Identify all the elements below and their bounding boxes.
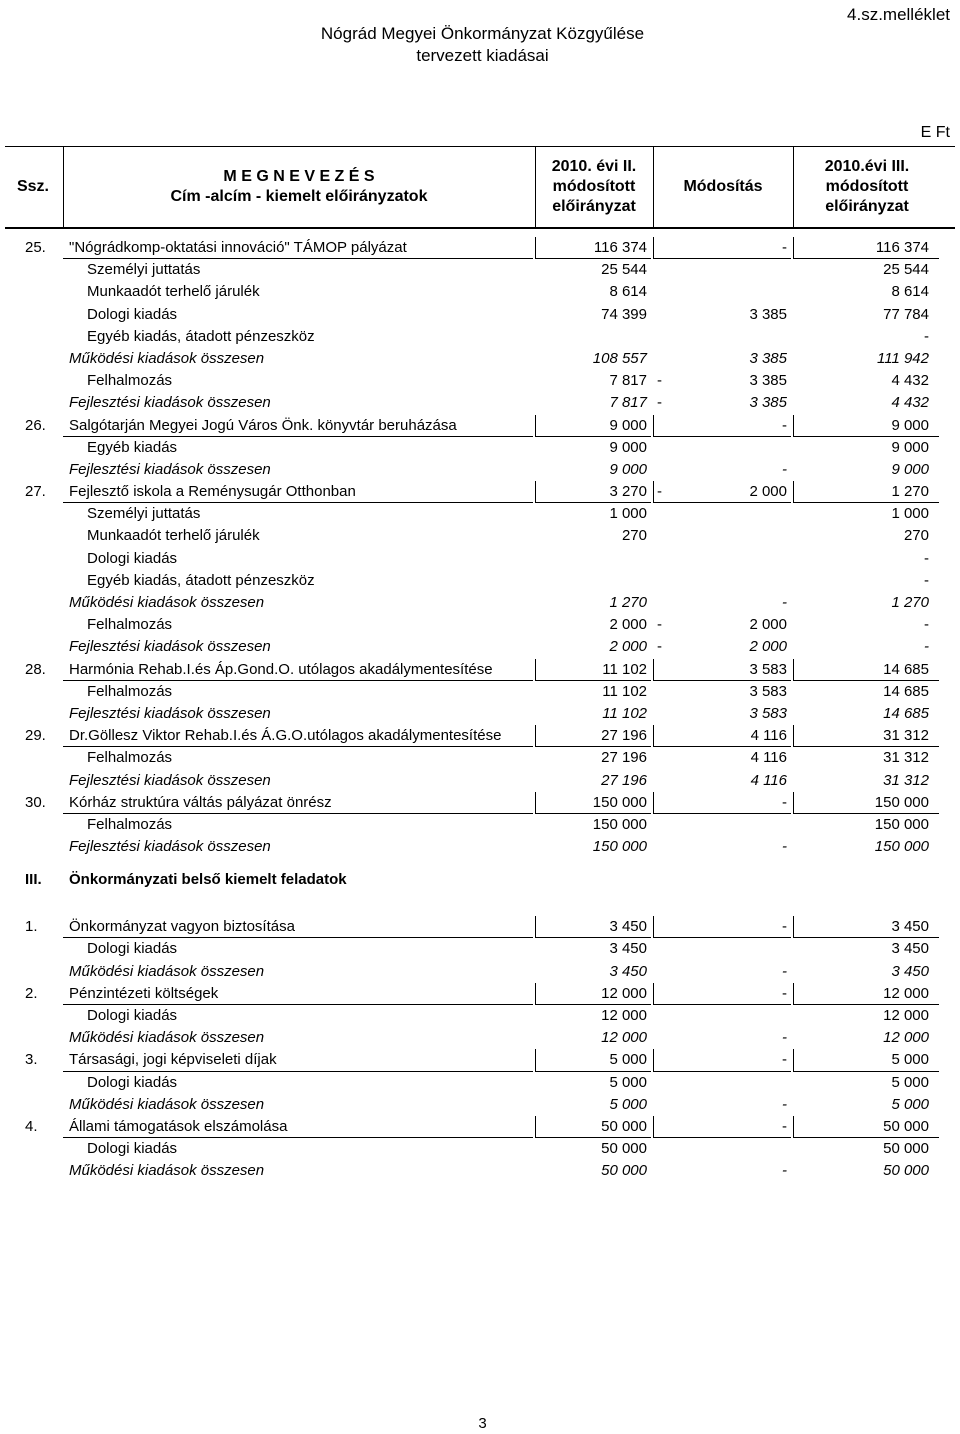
row-v1: 9 000 <box>609 438 647 456</box>
row-v1: 50 000 <box>601 1162 647 1180</box>
row-v3: - <box>924 638 929 656</box>
subitem-row <box>5 437 955 459</box>
subitem-row <box>5 938 955 960</box>
row-v1: 270 <box>621 527 647 545</box>
row-ssz <box>5 614 61 636</box>
subitem-row <box>5 525 955 547</box>
row-v1: 27 196 <box>601 749 647 767</box>
row-v3: 5 000 <box>891 1095 929 1113</box>
subitem-row <box>5 548 955 570</box>
row-v2: - <box>782 1095 787 1113</box>
row-v1: 27 196 <box>601 771 647 789</box>
row-ssz: 29. <box>25 727 46 745</box>
row-v2 <box>653 938 791 960</box>
row-ssz <box>5 1005 61 1027</box>
row-v2 <box>653 503 791 525</box>
subitem-row <box>5 304 955 326</box>
row-name: Dologi kiadás <box>87 1007 178 1024</box>
row-v3: 3 450 <box>891 962 929 980</box>
subitem-row <box>5 1138 955 1160</box>
row-ssz: 25. <box>25 239 46 256</box>
document-subtitle: tervezett kiadásai <box>416 46 549 65</box>
row-v2: - <box>653 237 791 259</box>
row-v3: 14 685 <box>883 704 929 722</box>
row-v1: 50 000 <box>535 1116 651 1138</box>
row-name: Dologi kiadás <box>87 940 178 958</box>
table-row <box>5 415 955 437</box>
row-name: Fejlesztési kiadások összesen <box>69 771 271 789</box>
row-v1: 5 000 <box>535 1049 651 1071</box>
row-name: Munkaadót terhelő járulék <box>87 283 260 301</box>
annex-label: 4.sz.melléklet <box>847 5 950 24</box>
row-ssz <box>5 548 61 570</box>
row-v1: 27 196 <box>535 725 651 747</box>
row-v3: 3 450 <box>891 940 929 958</box>
subitem-row <box>5 681 955 703</box>
row-v3: 270 <box>903 527 929 545</box>
row-ssz <box>5 348 61 370</box>
row-v2 <box>653 1138 791 1160</box>
page-number: 3 <box>478 1415 487 1432</box>
row-v3: 9 000 <box>891 438 929 456</box>
row-ssz: 28. <box>25 660 46 678</box>
row-ssz <box>5 437 61 459</box>
row-ssz <box>5 1027 61 1049</box>
row-v2 <box>653 437 791 459</box>
row-ssz <box>5 1094 61 1116</box>
header-megnevezes-line2: Cím -alcím - kiemelt előirányzatok <box>170 188 428 205</box>
row-name: Fejlesztési kiadások összesen <box>69 638 271 656</box>
row-name: Fejlesztési kiadások összesen <box>69 394 271 412</box>
subitem-row <box>5 1005 955 1027</box>
row-v2: 3 583 <box>653 659 791 681</box>
row-v1: 5 000 <box>609 1073 647 1091</box>
row-ssz <box>5 1072 61 1094</box>
table-row <box>5 237 955 259</box>
row-ssz: 30. <box>25 793 46 811</box>
minus-sign: - <box>657 483 662 501</box>
header-v1: 2010. évi II. módosított előirányzat <box>535 147 652 227</box>
row-v2: - <box>782 962 787 980</box>
spacer-row <box>5 902 955 916</box>
row-ssz <box>5 1160 61 1182</box>
subitem-row <box>5 1072 955 1094</box>
row-v3: 150 000 <box>874 815 929 833</box>
row-v3: 111 942 <box>877 349 929 367</box>
row-v1: 74 399 <box>601 305 647 323</box>
row-ssz <box>5 961 61 983</box>
row-v3: 3 450 <box>793 916 939 938</box>
row-name: Kórház struktúra váltás pályázat önrész <box>63 792 533 814</box>
row-v1: 108 557 <box>592 349 647 367</box>
row-v2: 2 000 <box>653 481 791 503</box>
row-v1 <box>535 326 651 348</box>
row-name: Állami támogatások elszámolása <box>63 1116 533 1138</box>
row-v1: 11 102 <box>602 704 647 722</box>
table-row <box>5 725 955 747</box>
row-name: Felhalmozás <box>87 682 173 700</box>
row-v2: - <box>782 460 787 478</box>
row-name: Dologi kiadás <box>87 305 178 323</box>
table-row <box>5 792 955 814</box>
table-row <box>5 1116 955 1138</box>
row-v1: 5 000 <box>609 1095 647 1113</box>
row-ssz <box>5 703 61 725</box>
row-v3: 25 544 <box>883 261 929 279</box>
row-v1: 9 000 <box>535 415 651 437</box>
total-row <box>5 348 955 370</box>
row-v1: 2 000 <box>609 616 647 634</box>
row-v2: - <box>782 594 787 611</box>
row-ssz: 3. <box>25 1051 38 1069</box>
row-ssz <box>5 503 61 525</box>
row-v3: 4 432 <box>891 394 929 412</box>
row-name: Személyi juttatás <box>87 505 201 523</box>
table-row <box>5 916 955 938</box>
row-v1: 3 450 <box>535 916 651 938</box>
row-v1 <box>535 570 651 592</box>
row-v2: 2 000 <box>749 616 787 634</box>
row-v2: - <box>782 1162 787 1180</box>
row-name: Személyi juttatás <box>87 261 201 279</box>
row-v3: 5 000 <box>891 1073 929 1091</box>
row-v2 <box>653 814 791 836</box>
row-v3: 50 000 <box>883 1140 929 1158</box>
row-v3: 12 000 <box>883 1029 929 1047</box>
row-name: Önkormányzat vagyon biztosítása <box>63 916 533 938</box>
row-v3: 9 000 <box>793 415 939 437</box>
row-v3: 77 784 <box>883 305 929 323</box>
row-v3: - <box>924 616 929 634</box>
total-row <box>5 770 955 792</box>
row-ssz <box>5 636 61 658</box>
total-row <box>5 1160 955 1182</box>
row-ssz <box>5 747 61 769</box>
row-ssz: 4. <box>25 1117 38 1135</box>
row-name: Működési kiadások összesen <box>69 1029 265 1047</box>
row-v3: 9 000 <box>891 460 929 478</box>
row-v1: 2 000 <box>609 638 647 656</box>
row-name: Salgótarján Megyei Jogú Város Önk. könyvtár beruházása <box>63 415 533 437</box>
subitem-row <box>5 747 955 769</box>
minus-sign: - <box>657 372 662 390</box>
subitem-row <box>5 814 955 836</box>
row-ssz: 2. <box>25 984 38 1002</box>
row-v1: 150 000 <box>592 838 647 856</box>
row-v2: - <box>653 1116 791 1138</box>
row-v2: - <box>653 792 791 814</box>
row-v1: 12 000 <box>601 1007 647 1024</box>
row-name: Működési kiadások összesen <box>69 1095 265 1113</box>
total-row <box>5 961 955 983</box>
table-row <box>5 1049 955 1071</box>
row-ssz <box>5 525 61 547</box>
row-v2: 3 385 <box>749 394 787 412</box>
header-v3: 2010.évi III. módosított előirányzat <box>793 147 940 227</box>
row-v3: 1 270 <box>891 594 929 611</box>
row-v3: 4 432 <box>891 372 929 390</box>
row-v1: 25 544 <box>601 261 647 279</box>
row-v2: - <box>782 1029 787 1047</box>
row-v1: 7 817 <box>609 394 647 412</box>
row-v1: 3 450 <box>609 962 647 980</box>
row-v2 <box>653 1005 791 1027</box>
row-v1: 50 000 <box>601 1140 647 1158</box>
row-v2 <box>653 525 791 547</box>
row-v3: 14 685 <box>793 659 939 681</box>
subitem-row <box>5 281 955 303</box>
total-row <box>5 1027 955 1049</box>
row-name: Dr.Göllesz Viktor Rehab.I.és Á.G.O.utólagos akadálymentesítése <box>63 725 533 747</box>
row-name: Dologi kiadás <box>87 549 178 567</box>
section-row <box>5 858 955 902</box>
document-title: Nógrád Megyei Önkormányzat Közgyűlése <box>320 24 645 43</box>
subitem-row <box>5 370 955 392</box>
row-ssz <box>5 814 61 836</box>
row-v2: 4 116 <box>653 725 791 747</box>
row-ssz <box>5 681 61 703</box>
row-v1: 12 000 <box>601 1029 647 1047</box>
row-ssz <box>5 326 61 348</box>
total-row <box>5 392 955 414</box>
row-v2: - <box>653 415 791 437</box>
row-name: Felhalmozás <box>87 372 173 390</box>
row-v1: 150 000 <box>592 815 647 833</box>
total-row <box>5 836 955 858</box>
row-name: Pénzintézeti költségek <box>63 983 533 1005</box>
minus-sign: - <box>657 616 662 634</box>
total-row <box>5 1094 955 1116</box>
row-name: Működési kiadások összesen <box>69 349 265 367</box>
row-ssz <box>5 836 61 858</box>
row-v3: 12 000 <box>883 1007 929 1024</box>
header-megnevezes-line1: M E G N E V E Z É S <box>223 168 375 185</box>
row-v3: 5 000 <box>793 1049 939 1071</box>
row-v1: 7 817 <box>609 372 647 390</box>
table-row <box>5 983 955 1005</box>
currency-unit: E Ft <box>920 124 950 141</box>
subitem-row <box>5 326 955 348</box>
row-v3: - <box>924 571 929 589</box>
subitem-row <box>5 503 955 525</box>
row-v1: 1 000 <box>609 505 647 523</box>
row-v2: 2 000 <box>749 638 787 656</box>
row-v1: 3 450 <box>609 940 647 958</box>
row-v3: 50 000 <box>793 1116 939 1138</box>
table-header <box>5 146 955 229</box>
subitem-row <box>5 614 955 636</box>
row-v2: - <box>653 1049 791 1071</box>
row-name: Működési kiadások összesen <box>69 1162 265 1180</box>
row-name: Felhalmozás <box>87 616 173 634</box>
row-v2: 3 583 <box>749 682 787 700</box>
row-name: Társasági, jogi képviseleti díjak <box>63 1049 533 1071</box>
row-ssz <box>5 259 61 281</box>
row-ssz <box>5 770 61 792</box>
row-name: Munkaadót terhelő járulék <box>87 527 260 545</box>
row-ssz: III. <box>25 871 42 889</box>
table-row <box>5 481 955 503</box>
row-ssz <box>5 592 61 614</box>
row-v1: 9 000 <box>609 460 647 478</box>
row-v1: 11 102 <box>602 682 647 700</box>
row-v1: 116 374 <box>535 237 651 259</box>
row-v2: 3 385 <box>749 305 787 323</box>
row-v3: - <box>924 549 929 567</box>
row-v1: 150 000 <box>535 792 651 814</box>
row-v3: 150 000 <box>874 838 929 856</box>
minus-sign: - <box>657 638 662 656</box>
row-name: Fejlesztő iskola a Reménysugár Otthonban <box>63 481 533 503</box>
row-v2: 3 385 <box>749 372 787 390</box>
row-v3: - <box>924 327 929 345</box>
row-v2: 3 583 <box>749 704 787 722</box>
row-ssz: 27. <box>25 483 46 501</box>
minus-sign: - <box>657 394 662 412</box>
row-v2 <box>653 281 791 303</box>
row-name: Fejlesztési kiadások összesen <box>69 460 271 478</box>
row-name: Önkormányzati belső kiemelt feladatok <box>69 871 347 889</box>
row-v2: 3 385 <box>749 349 787 367</box>
row-ssz <box>5 459 61 481</box>
subitem-row <box>5 570 955 592</box>
row-ssz <box>5 570 61 592</box>
row-v3: 31 312 <box>883 749 929 767</box>
row-v3: 8 614 <box>891 283 929 301</box>
row-ssz <box>5 938 61 960</box>
total-row <box>5 636 955 658</box>
row-name: Egyéb kiadás, átadott pénzeszköz <box>87 571 315 589</box>
row-v2 <box>653 326 791 348</box>
row-v3: 12 000 <box>793 983 939 1005</box>
row-v3: 31 312 <box>793 725 939 747</box>
row-v1: 12 000 <box>535 983 651 1005</box>
row-v2: - <box>653 916 791 938</box>
row-name: Fejlesztési kiadások összesen <box>69 838 271 856</box>
row-name: Működési kiadások összesen <box>69 594 265 611</box>
header-megnevezes <box>63 147 534 227</box>
row-v2: 4 116 <box>750 749 787 767</box>
row-ssz: 1. <box>25 918 38 936</box>
row-v1: 1 270 <box>609 594 647 611</box>
row-v2: - <box>653 983 791 1005</box>
row-name: "Nógrádkomp-oktatási innováció" TÁMOP pályázat <box>63 237 533 259</box>
row-ssz <box>5 304 61 326</box>
row-v3: 1 000 <box>891 505 929 523</box>
row-name: Egyéb kiadás, átadott pénzeszköz <box>87 327 315 345</box>
total-row <box>5 592 955 614</box>
row-v1: 11 102 <box>535 659 651 681</box>
row-name: Felhalmozás <box>87 749 173 767</box>
row-ssz: 26. <box>25 416 46 434</box>
row-v2 <box>653 1072 791 1094</box>
budget-table <box>5 237 955 1183</box>
row-name: Működési kiadások összesen <box>69 962 265 980</box>
row-v2 <box>653 548 791 570</box>
total-row <box>5 703 955 725</box>
row-v1: 8 614 <box>609 283 647 301</box>
row-v3: 116 374 <box>793 237 939 259</box>
row-v3: 31 312 <box>883 771 929 789</box>
row-ssz <box>5 392 61 414</box>
row-ssz <box>5 281 61 303</box>
table-row <box>5 659 955 681</box>
row-ssz <box>5 370 61 392</box>
row-v3: 14 685 <box>883 682 929 700</box>
row-v1: 3 270 <box>535 481 651 503</box>
row-v3: 150 000 <box>793 792 939 814</box>
row-v2: - <box>782 838 787 856</box>
subitem-row <box>5 259 955 281</box>
row-v2: 4 116 <box>750 771 787 789</box>
row-v3: 1 270 <box>793 481 939 503</box>
row-name: Felhalmozás <box>87 815 173 833</box>
row-v1 <box>535 548 651 570</box>
row-name: Harmónia Rehab.I.és Áp.Gond.O. utólagos akadálymentesítése <box>63 659 533 681</box>
total-row <box>5 459 955 481</box>
row-v2 <box>653 570 791 592</box>
header-v2: Módosítás <box>653 147 792 227</box>
row-ssz <box>5 1138 61 1160</box>
row-v2 <box>653 259 791 281</box>
row-name: Egyéb kiadás <box>87 438 178 456</box>
row-name: Dologi kiadás <box>87 1073 178 1091</box>
header-ssz: Ssz. <box>16 178 49 195</box>
row-name: Dologi kiadás <box>87 1140 178 1158</box>
row-v3: 50 000 <box>883 1162 929 1180</box>
row-name: Fejlesztési kiadások összesen <box>69 704 271 722</box>
